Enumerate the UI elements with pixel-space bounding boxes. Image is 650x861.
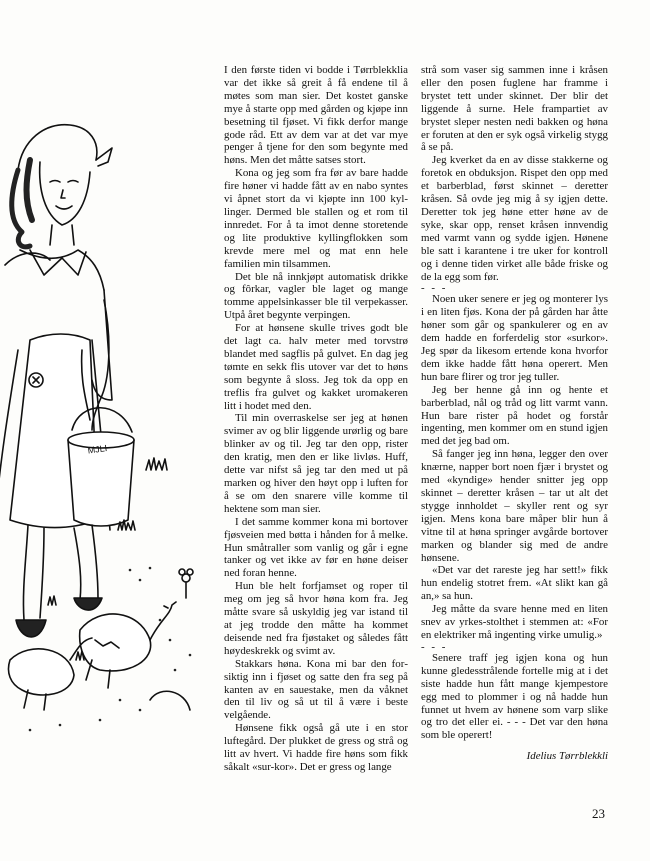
paragraph: Hønsene fikk også gå ute i en stor luftegård. Der plukket de gress og strå og litt av hvert. Vi hadde fire høns som fikk såkalt «sur-kor». Det er gress og lange	[224, 722, 408, 773]
section-separator: - - -	[421, 282, 448, 295]
paragraph: strå som vaser sig sammen inne i kråsen eller den posen fuglene har framme i brystet tett under skinnet. Der blir det liggende å surne. Hele frampartiet av brystet sleper nesten nedi bakken og høna er foruten at den er syk også virkelig stygg å se på.	[421, 64, 608, 154]
paragraph: Hun ble helt forfjamset og roper til meg om jeg så hvor høna kom fra. Jeg måtte svare så uskyldig jeg var istand til at jeg trodde den måtte ha kommet deisende ned fra fjøstaket og således fått høydeskrekk og svimt av.	[224, 580, 408, 657]
paragraph: I den første tiden vi bodde i Tørrblekklia var det ikke så greit å få endene til å møtes som man sier. Det kostet ganske mye å starte opp med gården og kjøpe inn besetning til fjøset. Vi fikk derfor mange gode råd. Ett av dem var at det var mye penger å tjene for den som begynte med høns. Men det måtte satses stort.	[224, 64, 408, 167]
paragraph: I det samme kommer kona mi bortover fjøsveien med bøtta i hånden for å melke. Hun småtraller som vanlig og går i egne tanker og vet ikke av før en høne deiser ned foran henne.	[224, 515, 408, 580]
paragraph: Senere traff jeg igjen kona og hun kunne gledesstrålende fortelle mig at i det siste hadde hun fått mange kjempestore egg med to plommer i og nå hadde hun funnet ut hvem av hønene som varp slike og tro det eller ei. - - - Det var den høna som ble operert!	[421, 651, 608, 742]
paragraph: Stakkars høna. Kona mi bar den forsiktig inn i fjøset og satte den fra seg på kanten av en sauestake, men da våknet den til liv og så ut til å være i beste velgående.	[224, 657, 408, 722]
author-signature: Idelius Tørrblekkli	[526, 750, 608, 763]
article-column-right	[421, 64, 608, 763]
paragraph: Til min overraskelse ser jeg at hønen svimer av og blir liggende urørlig og bare blinker av og til. Jeg tar den opp, rister den kratig, men den er like livløs. Huff, dette var nifst så jeg tar den med ut på marken og hiver den høyt opp i luften for å se om den snarere ville komme til hektene som man sier.	[224, 412, 408, 515]
paragraph: «Det var det rareste jeg har sett!» fikk hun endelig stotret frem. «At slikt kan gå an,» sa hun.	[421, 564, 608, 603]
paragraph: Jeg måtte da svare henne med en liten snev av yrkes-stolthet i stemmen at: «For en elektriker må ingenting virke umulig.»	[421, 603, 608, 641]
article-column-left	[224, 64, 408, 774]
section-separator: - - -	[421, 640, 448, 653]
paragraph: Jeg kverket da en av disse stakkerne og foretok en obduksjon. Rispet den opp med et barberblad, først skinnet – deretter kråsen. Så ovde jeg mig å sy igjen dette. Deretter tok jeg høne etter høne av de syke, skar opp, renset kråsen innvendig med varmt vann og sydde igjen. Hønene ble satt i karantene i tre uker for kontroll og i denne tiden virket alle både friske og de la egg som før.	[421, 154, 608, 283]
paragraph: Noen uker senere er jeg og monterer lys i en liten fjøs. Kona der på gården har åtte høner som går og spankulerer og en av dem hadde en forferdelig stor «surkor». Jeg spør da likesom ertende kona hvorfor dem ikke hadde fått høna operert. Men hun bare flirer og tror jeg tuller.	[421, 293, 608, 383]
woman-feeding-hens-illustration	[0, 100, 205, 740]
paragraph: Så fanger jeg inn høna, legger den over knærne, napper bort noen fjær i brystet og med «kyndige» hender snitter jeg opp skinnet – deretter kråsen – tar ut alt det stygge innholdet – skyller rent og syr igjen. Mens kona bare måper blir hun å vitne til at høna springer avgårde bortover marken og blander sig med de andre hønsene.	[421, 448, 608, 564]
page-number: 23	[592, 806, 605, 821]
bucket-label: MJLI	[87, 443, 108, 456]
paragraph: For at hønsene skulle trives godt ble det lagt ca. halv meter med torvstrø blandet med sagflis på gulvet. En dag jeg tømte en sekk flis utover var det to høns som begynte å sloss. Jeg tok da opp en treflis fra gulvet og kakket uromakeren litt i hodet med den.	[224, 322, 408, 412]
paragraph: Jeg ber henne gå inn og hente et barberblad, nål og tråd og litt varmt vann. Hun bare rister på hodet og forstår ingenting, men kommer om en stund igjen med det jeg bad om.	[421, 383, 608, 448]
paragraph: Kona og jeg som fra før av bare hadde fire høner vi hadde fått av en nabo syntes vi åpnet stort da vi kjøpte inn 100 kyllinger. Dermed ble stallen og et rom til innredet. For å ta imot denne storetende og lite produktive kyllingflokken som krevde mere mel og mat enn hele familien min tilsammen.	[224, 167, 408, 270]
paragraph: Det ble nå innkjøpt automatisk drikke og fôrkar, vagler ble laget og mange tomme appelsinkasser ble til verpekasser. Utpå året begynte verpingen.	[224, 270, 408, 322]
